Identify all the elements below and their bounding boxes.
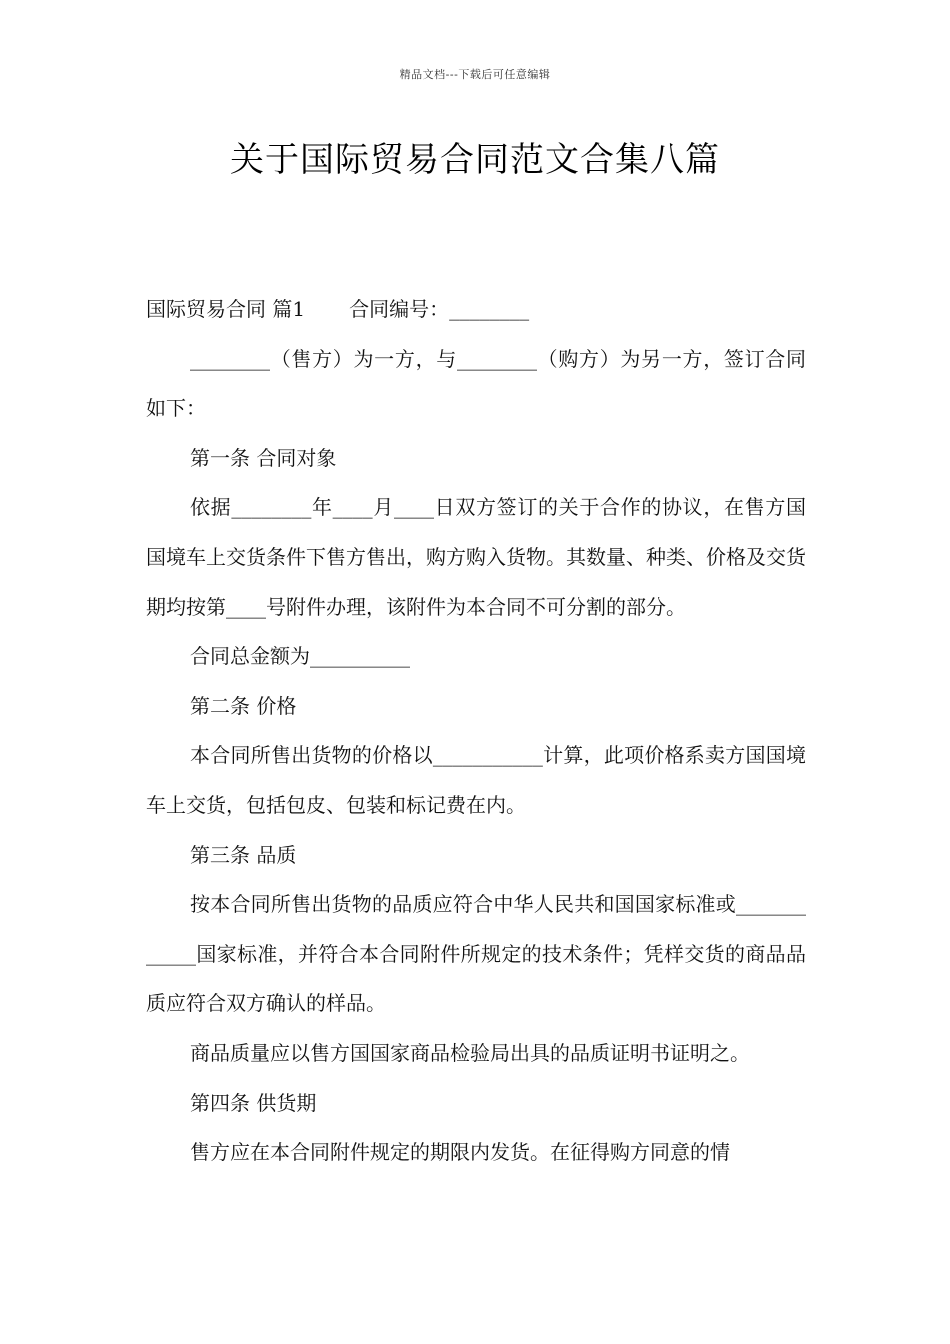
article-2-heading: 第二条 价格 xyxy=(190,693,297,718)
article-4-heading: 第四条 供货期 xyxy=(190,1090,317,1115)
total-amount: 合同总金额为__________ xyxy=(190,644,410,669)
article-1-heading: 第一条 合同对象 xyxy=(190,445,337,470)
article-3-body: 按本合同所售出货物的品质应符合中华人民共和国国家标准或____________国家标准，并符合本合同附件所规定的技术条件；凭样交货的商品品质应符合双方确认的样品。 xyxy=(146,892,806,1016)
article-3-inspection: 商品质量应以售方国国家商品检验局出具的品质证明书证明之。 xyxy=(190,1040,750,1065)
document-body xyxy=(146,285,806,1178)
article-2-body: 本合同所售出货物的价格以___________计算，此项价格系卖方国国境车上交货，包括包皮、包装和标记费在内。 xyxy=(146,743,806,817)
article-4-body: 售方应在本合同附件规定的期限内发货。在征得购方同意的情 xyxy=(190,1140,730,1165)
header-note: 精品文档---下载后可任意编辑 xyxy=(399,68,551,81)
contract-number: 合同编号：________ xyxy=(349,297,530,321)
article-3-heading: 第三条 品质 xyxy=(190,842,297,867)
article-1-body: 依据________年____月____日双方签订的关于合作的协议，在售方国国境车上交货条件下售方售出，购方购入货物。其数量、种类、价格及交货期均按第____号附件办理，该附件为本合同不可分割的部分。 xyxy=(146,495,806,619)
document-title: 关于国际贸易合同范文合集八篇 xyxy=(230,140,720,180)
contract-heading-line xyxy=(146,285,806,335)
contract-section-label: 国际贸易合同 篇1 xyxy=(146,297,306,321)
paragraph-parties: ________（售方）为一方，与________（购方）为另一方，签订合同如下： xyxy=(146,346,806,421)
